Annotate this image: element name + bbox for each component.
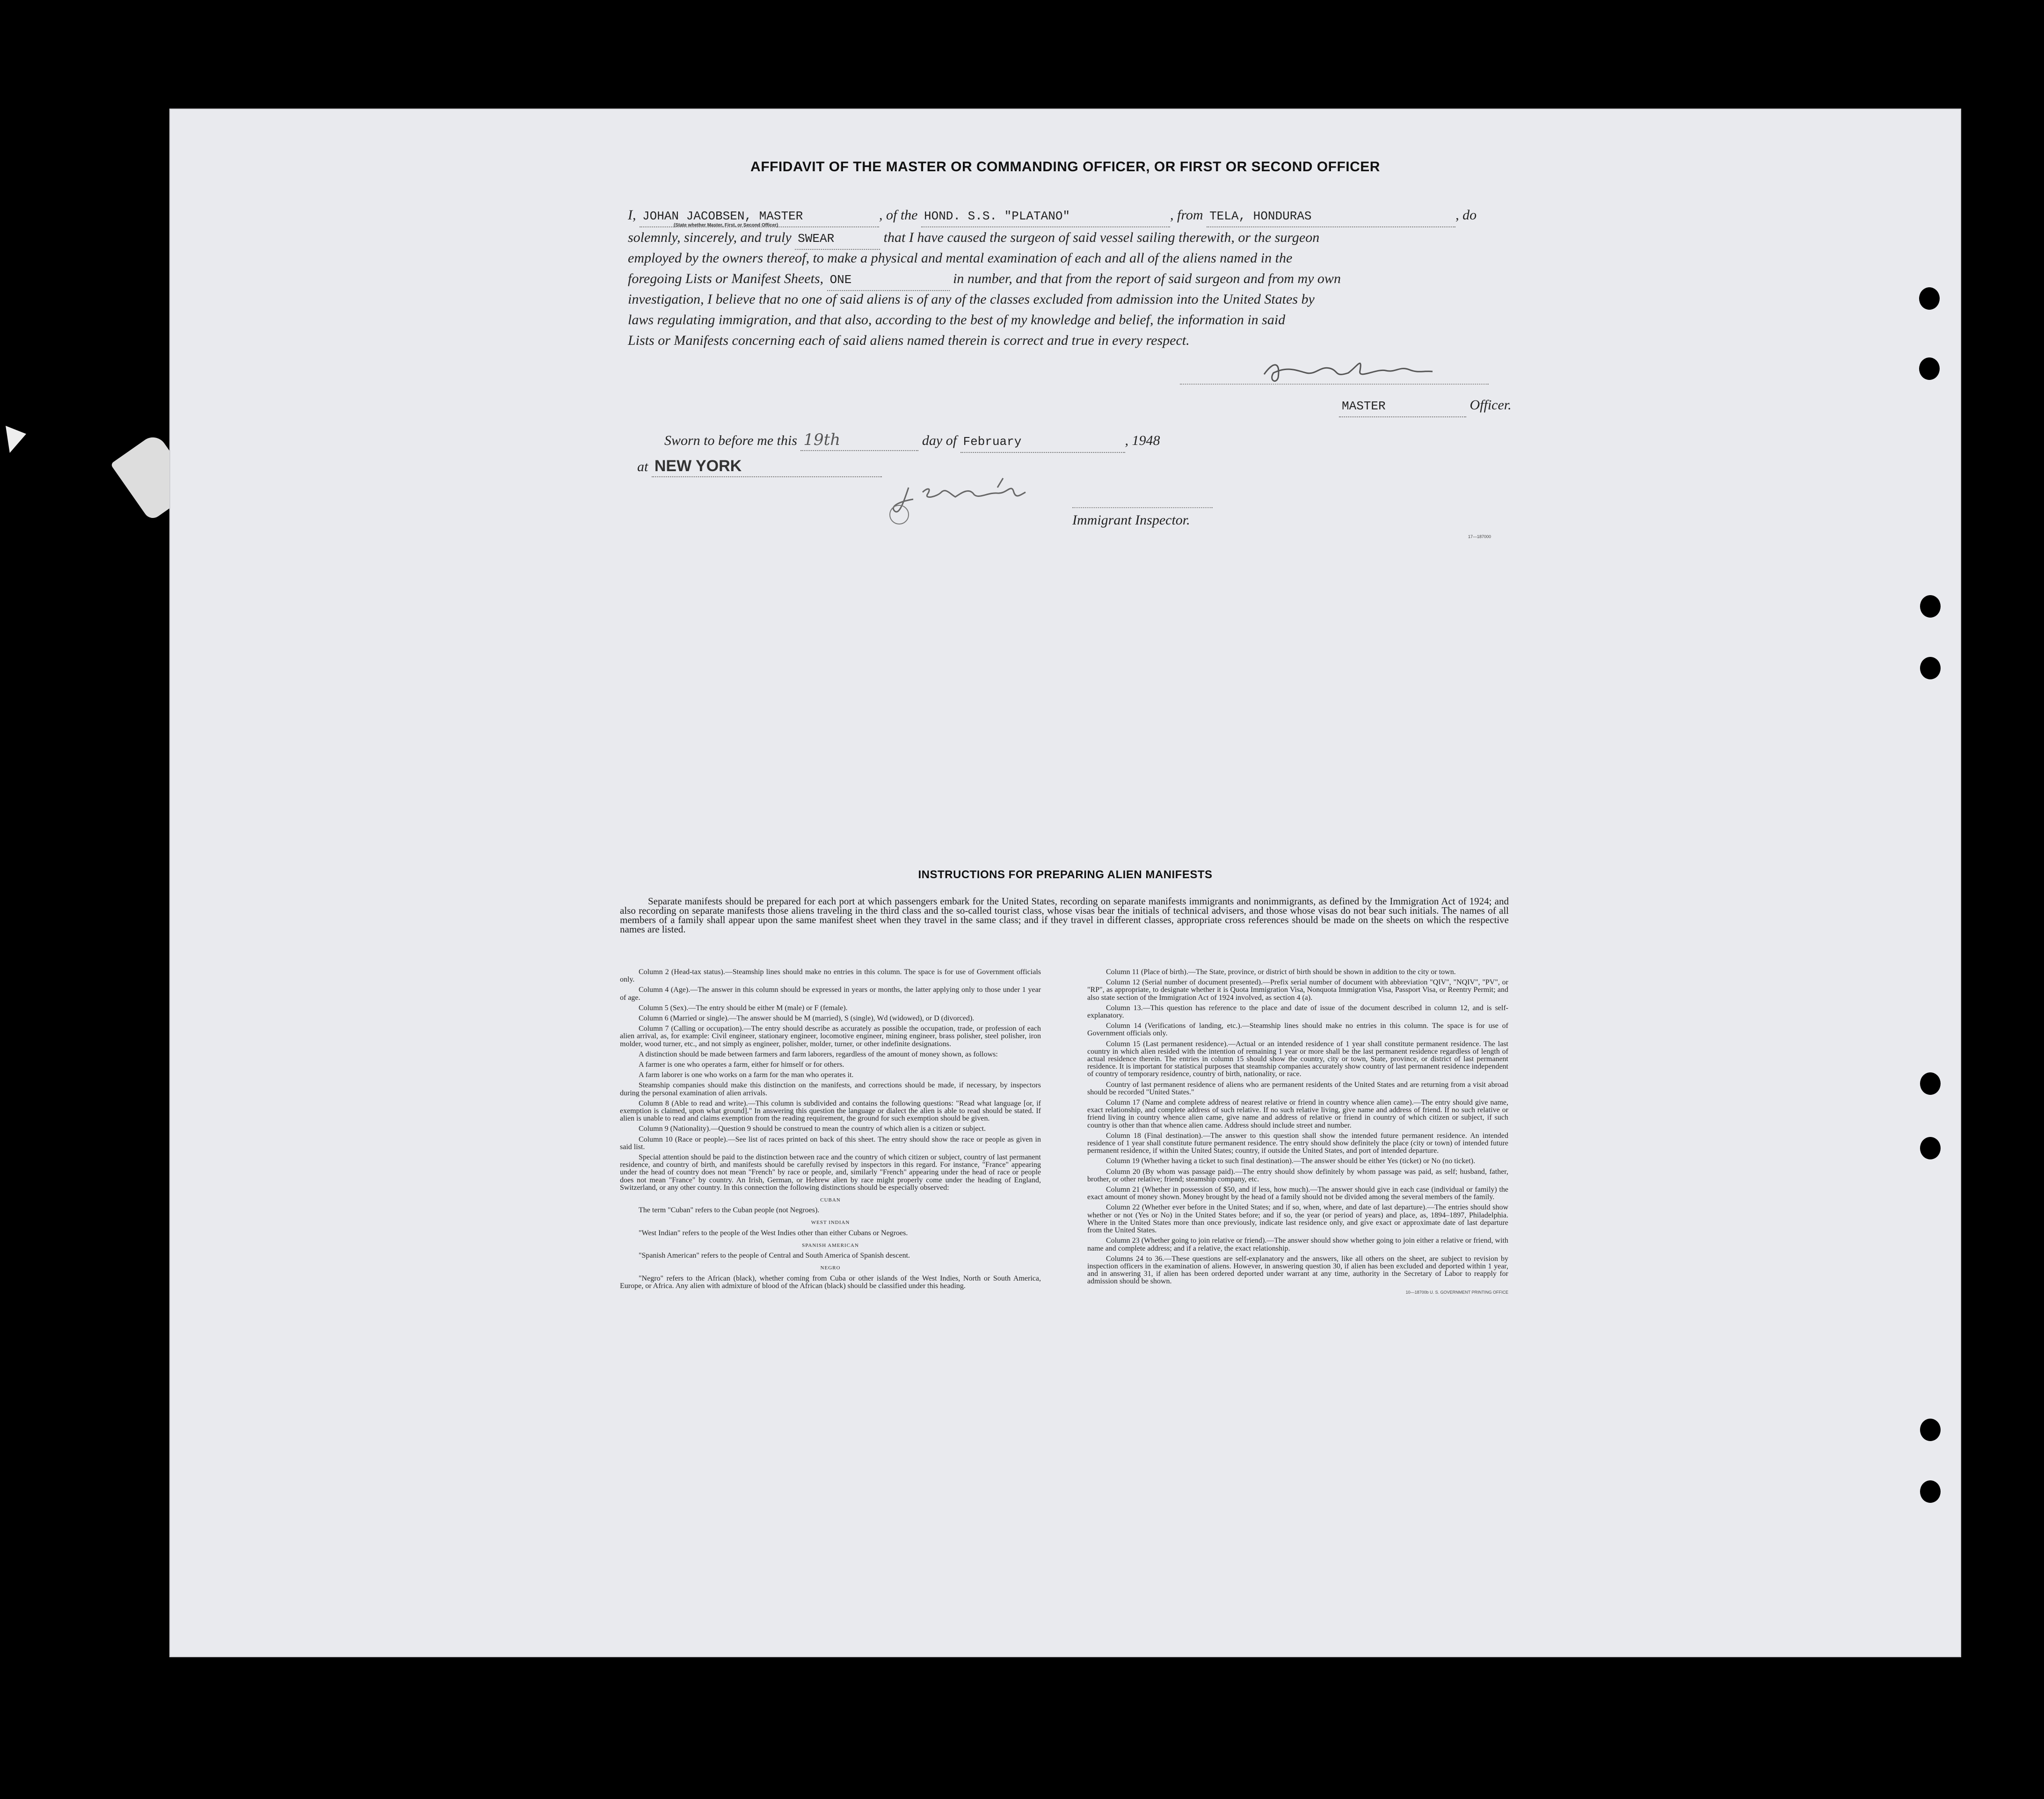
do-text: , do [1455,207,1477,223]
instruction-paragraph: Column 8 (Able to read and write).—This column is subdivided and contains the following questions: "Read what language [or, if exemption is claimed, upon what ground]." In answering this question the language or dialect the alien is able to read should be stated. If alien is unable to read and claims exemption from the reading requirement, the ground for such exemption should be given. [620,1099,1041,1123]
instruction-paragraph: Column 6 (Married or single).—The answer should be M (married), S (single), Wd (widowed), or D (divorced). [639,1014,975,1023]
edge-notch [6,426,26,453]
inspector-label: Immigrant Inspector. [1072,512,1190,528]
sworn-year: 48 [1146,433,1160,448]
from-text: , from [1170,207,1203,223]
sworn-a: Sworn to before me this [664,433,797,448]
officer-name-field: JOHAN JACOBSEN, MASTER [640,206,879,227]
form-code: 17—187000 [1468,534,1491,539]
rank-field: MASTER [1339,396,1466,417]
punch-hole [1920,1419,1941,1441]
instructions-right-column [1087,969,1508,1299]
negro-heading: NEGRO [820,1265,841,1271]
west-indian-heading: WEST INDIAN [811,1220,850,1226]
of-the-text: , of the [879,207,918,223]
state-note: (State whether Master, First, or Second Officer) [674,223,778,228]
inspector-line [1072,507,1213,508]
punch-hole [1920,1480,1941,1503]
instruction-paragraph: Column 2 (Head-tax status).—Steamship lines should make no entries in this column. The space is for use of Government officials only. [620,968,1041,984]
sworn-c: , 19 [1125,433,1146,448]
instruction-paragraph: Column 11 (Place of birth).—The State, province, or district of birth should be shown in addition to the city or town. [1106,968,1456,976]
oath-field: SWEAR [795,228,880,250]
affidavit-line-4 [628,269,1554,291]
punch-hole [1920,657,1941,679]
sworn-day-field: 19th [800,430,918,451]
place-field: NEW YORK [652,456,882,477]
sworn-month-field: February [960,431,1125,453]
instruction-paragraph: Column 20 (By whom was passage paid).—The entry should show definitely by whom passage was paid, as self; husband, father, brother, or other relative; friend; steamship company, etc. [1087,1167,1508,1183]
west-indian-definition: "West Indian" refers to the people of the West Indies other than either Cubans or Negroes. [639,1229,908,1237]
instruction-paragraph: Column 22 (Whether ever before in the United States; and if so, when, where, and date of last departure).—The entries should show whether or not (Yes or No) in the United States before; and if so, the year (or period of years) and place, as, 1894–1897, Philadelphia. Where in the United States more than once previously, indicate last residence only, and give exact or approximate date of last departure from the United States. [1087,1203,1508,1235]
spanish-american-heading: SPANISH AMERICAN [802,1242,859,1248]
cuban-heading: CUBAN [820,1197,841,1203]
line4-b: in number, and that from the report of said surgeon and from my own [953,271,1341,286]
instruction-paragraph: Country of last permanent residence of aliens who are permanent residents of the United States and are returning from a visit abroad should be recorded "United States." [1087,1080,1508,1096]
instruction-paragraph: Column 10 (Race or people).—See list of races printed on back of this sheet. The entry should show the race or people as given in said list. [620,1135,1041,1151]
instruction-paragraph: Column 21 (Whether in possession of $50, and if less, how much).—The answer should give in each case (individual or family) the exact amount of money shown. Money brought by the head of a family should not be divided among the several members of the family. [1087,1186,1508,1202]
cuban-definition: The term "Cuban" refers to the Cuban people (not Negroes). [639,1206,820,1215]
punch-hole [1920,1137,1941,1159]
manifest-page [169,109,1961,1657]
line4-a: foregoing Lists or Manifest Sheets, [628,271,824,286]
instructions-left-column [620,969,1041,1293]
instruction-paragraph: Column 4 (Age).—The answer in this column should be expressed in years or months, the latter applying only to those under 1 year of age. [620,986,1041,1002]
at-text: at [637,459,648,474]
instruction-paragraph: Column 13.—This question has reference to the place and date of issue of the document described in column 12, and is self-explanatory. [1087,1004,1508,1020]
inspector-signature [880,473,1077,525]
instruction-paragraph: Special attention should be paid to the distinction between race and the country of which citizen or subject, country of last permanent residence, and country of birth, and manifests should be carefully revised by inspectors in this regard. For instance, "France" appearing under the head of country does not mean "French" by race or people, and, similarly "French" appearing under the head of race or people does not mean "France" by country. An Irish, German, or Hebrew alien by race might properly come under the heading of England, Switzerland, or any other country. In this connection the following distinctions should be especially observed: [620,1153,1041,1192]
affidavit-line-6: laws regulating immigration, and that also, according to the best of my knowledge and belief, the information in said [628,312,1286,328]
instruction-paragraph: A farm laborer is one who works on a farm for the man who operates it. [639,1071,854,1079]
affidavit-line-3: employed by the owners thereof, to make a physical and mental examination of each and all of the aliens named in the [628,250,1293,266]
instruction-paragraph: Columns 24 to 36.—These questions are self-explanatory and the answers, like all others on the sheet, are subject to revision by inspection officers in the examination of aliens. However, in answering question 30, if alien has been excluded and deported within 1 year, and in answering 31, if alien has been ordered deported under warrant at any time, authority in the Secretary of Labor to reapply for admission should be shown. [1087,1254,1508,1286]
instructions-title: INSTRUCTIONS FOR PREPARING ALIEN MANIFESTS [918,868,1213,881]
sworn-line [664,430,1413,453]
instruction-paragraph: Column 5 (Sex).—The entry should be either M (male) or F (female). [639,1004,848,1012]
instruction-paragraph: Column 14 (Verifications of landing, etc.).—Steamship lines should make no entries in this column. The space is for use of Government officials only. [1087,1022,1508,1038]
officer-suffix: Officer. [1469,397,1512,413]
instruction-paragraph: Column 17 (Name and complete address of nearest relative or friend in country whence alien came).—The entry should give name, exact relationship, and complete address of such relative. If no such relative living, give name and address of friend. If no such relative or friend living in country whence alien came, give name and address of relative or friend in country of which citizen or subject, if such country is other than that whence alien came. Address should include street and number. [1087,1099,1508,1129]
instruction-paragraph: Column 19 (Whether having a ticket to such final destination).—The answer should be either Yes (ticket) or No (no ticket). [1106,1157,1476,1165]
sworn-b: day of [922,433,957,448]
instruction-paragraph: Steamship companies should make this distinction on the manifests, and corrections should be made, if necessary, by inspectors during the personal examination of alien arrivals. [620,1081,1041,1097]
vessel-field: HOND. S.S. "PLATANO" [921,206,1170,227]
affidavit-i: I, [628,207,636,223]
affidavit-line-5: investigation, I believe that no one of said aliens is of any of the classes excluded from admission into the United States by [628,291,1315,307]
instruction-paragraph: Column 15 (Last permanent residence).—Actual or an intended residence of 1 year shall constitute permanent residence. The last country in which alien resided with the intention of remaining 1 year or more shall be the last permanent residence regardless of length of actual residence therein. The entries in column 15 should show the country, city or town, State, province, or district of last permanent residence. It is important for statistical purposes that steamship companies accurately show country of last permanent residence independent of country of temporary residence, country of birth, nationality, or race. [1087,1040,1508,1078]
punch-hole [1919,357,1940,380]
sheet-count-field: ONE [827,269,950,291]
affidavit-title: AFFIDAVIT OF THE MASTER OR COMMANDING OFFICER, OR FIRST OR SECOND OFFICER [750,159,1380,175]
instructions-intro: Separate manifests should be prepared for each port at which passengers embark for the United States, recording on separate manifests immigrants and nonimmigrants, as defined by the Immigration Act of 1924; and also recording on separate manifests those aliens traveling in the third class and the so-called tourist class, whose visas bear the initials of technical advisers, and those whose visas do not bear such initials. The names of all members of a family shall appear upon the same manifest sheet when they travel in the same class; and if they travel in different classes, appropriate cross references should be made on the sheets on which the respective names are listed. [620,896,1509,935]
officer-rank-line [1339,395,1629,417]
line2-b: that I have caused the surgeon of said vessel sailing therewith, or the surgeon [883,230,1320,245]
instruction-paragraph: A farmer is one who operates a farm, either for himself or for others. [639,1061,844,1069]
instruction-paragraph: Column 9 (Nationality).—Question 9 should be construed to mean the country of which alien is a citizen or subject. [639,1125,986,1133]
instruction-paragraph: Column 18 (Final destination).—The answer to this question shall show the intended future permanent residence. An intended residence of 1 year shall constitute future permanent residence. The entry should show definitely the place (city or town) of intended future permanent residence, if within the United States; country, if outside the United States, and port of intended departure. [1087,1131,1508,1155]
instruction-paragraph: Column 12 (Serial number of document presented).—Prefix serial number of document with abbreviation "QIV", "NQIV", "PV", or "RP", as appropriate, to designate whether it is Quota Immigration Visa, Nonquota Immigration Visa, Passport Visa, or Reentry Permit; and also state section of the Immigration Act of 1924 involved, as section 4 (a). [1087,978,1508,1002]
affidavit-line-2 [628,227,1554,250]
punch-hole [1920,1072,1941,1095]
instruction-paragraph: Column 7 (Calling or occupation).—The entry should describe as accurately as possible the occupation, trade, or profession of each alien arrival, as, for example: Civil engineer, stationary engineer, locomotive engineer, mining engineer, brass polisher, steel polisher, iron molder, wood turner, etc., and not simply as engineer, polisher, molder, turner, or other indefinite designations. [620,1025,1041,1048]
negro-definition: "Negro" refers to the African (black), whether coming from Cuba or other islands of the West Indies, North or South America, Europe, or Africa. Any alien with admixture of blood of the African (black) should be classified under this heading. [620,1274,1041,1290]
punch-hole [1920,595,1941,618]
affidavit-line-7: Lists or Manifests concerning each of said aliens named therein is correct and true in every respect. [628,333,1190,348]
printer-credit: 10—18700b U. S. GOVERNMENT PRINTING OFFICE [1405,1289,1508,1295]
line2-a: solemnly, sincerely, and truly [628,230,792,245]
spanish-american-definition: "Spanish American" refers to the people of Central and South America of Spanish descent. [639,1252,910,1260]
instruction-paragraph: A distinction should be made between farmers and farm laborers, regardless of the amount of money shown, as follows: [639,1050,998,1058]
port-field: TELA, HONDURAS [1207,206,1455,227]
instruction-paragraph: Column 23 (Whether going to join relative or friend).—The answer should show whether going to join either a relative or friend, with name and complete address; and if a relative, the exact relationship. [1087,1237,1508,1253]
punch-hole [1919,287,1940,310]
signature-line [1180,384,1489,385]
